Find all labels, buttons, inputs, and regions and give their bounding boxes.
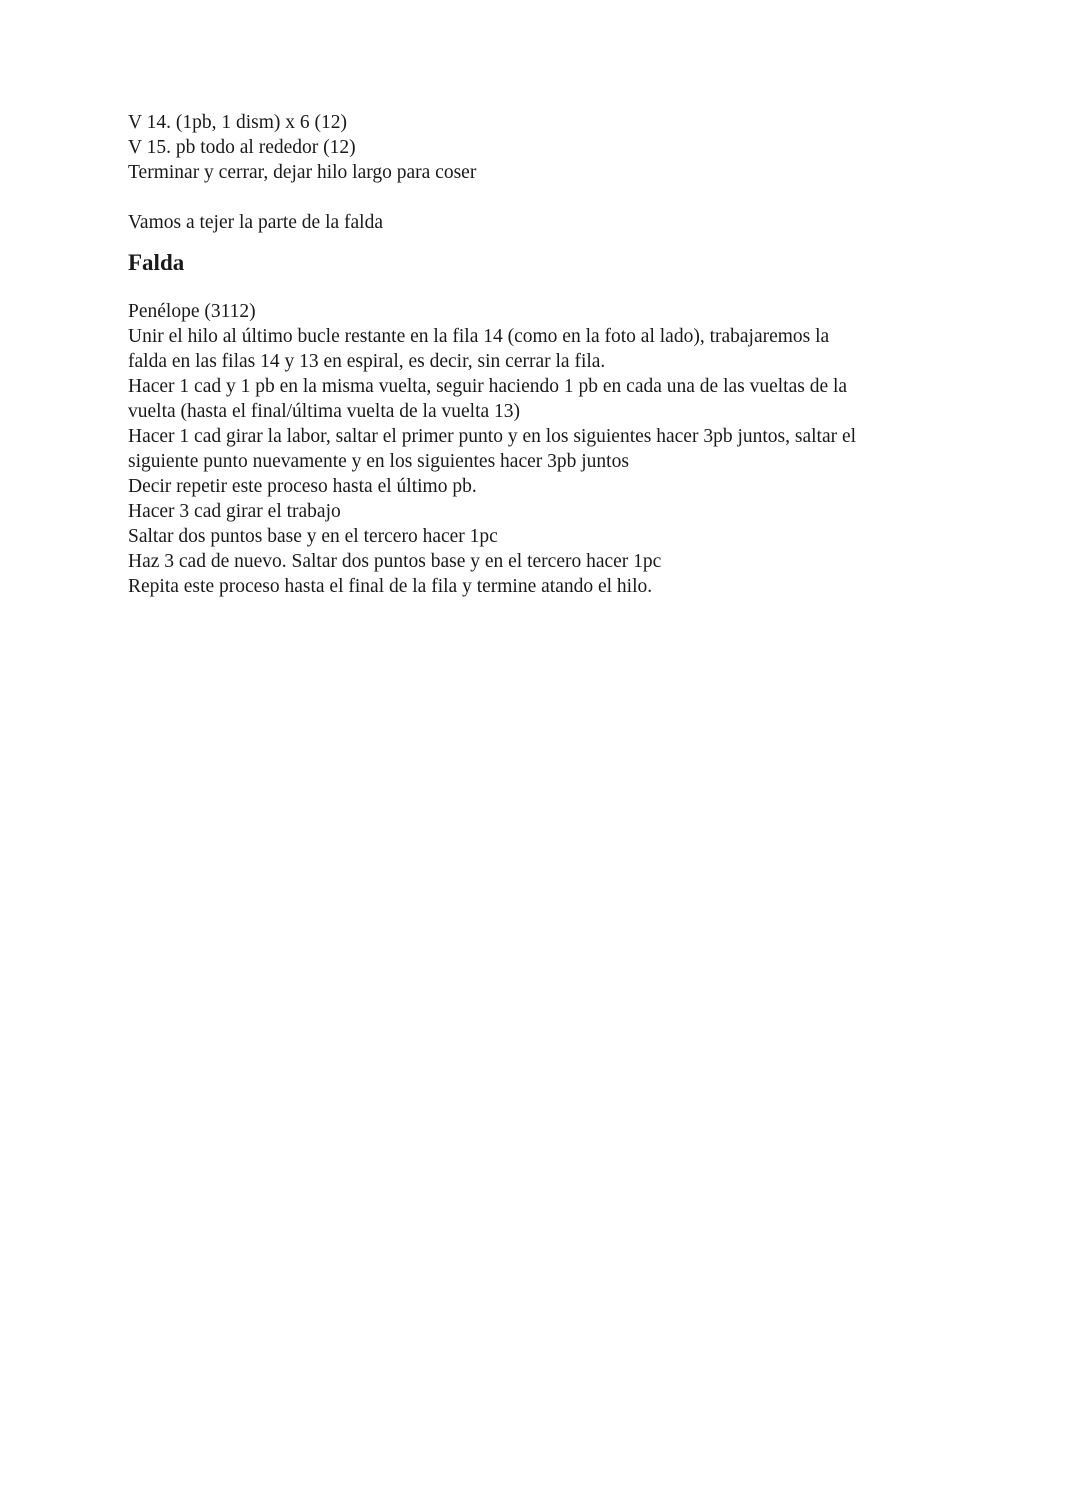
instruction-line: vuelta (hasta el final/última vuelta de la vuelta 13) — [128, 401, 521, 422]
instruction-line: Penélope (3112) — [128, 301, 256, 322]
paragraph-gap — [128, 185, 968, 210]
instruction-line: Saltar dos puntos base y en el tercero hacer 1pc — [128, 526, 498, 547]
instruction-line: Unir el hilo al último bucle restante en la fila 14 (como en la foto al lado), trabajaremos la — [128, 326, 830, 347]
instruction-line: Repita este proceso hasta el final de la fila y termine atando el hilo. — [128, 576, 653, 597]
intro-block — [128, 110, 968, 185]
transition-text: Vamos a tejer la parte de la falda — [128, 212, 383, 233]
instructions-block — [128, 299, 968, 599]
instruction-line: Hacer 3 cad girar el trabajo — [128, 501, 341, 522]
document-content — [128, 110, 968, 599]
instruction-line: Hacer 1 cad girar la labor, saltar el primer punto y en los siguientes hacer 3pb juntos, saltar el — [128, 426, 857, 447]
intro-line: V 14. (1pb, 1 dism) x 6 (12) — [128, 112, 348, 133]
intro-line: V 15. pb todo al rededor (12) — [128, 137, 356, 158]
instruction-line: siguiente punto nuevamente y en los siguientes hacer 3pb juntos — [128, 451, 629, 472]
instruction-line: Haz 3 cad de nuevo. Saltar dos puntos base y en el tercero hacer 1pc — [128, 551, 662, 572]
section-heading: Falda — [128, 250, 185, 275]
instruction-line: falda en las filas 14 y 13 en espiral, es decir, sin cerrar la fila. — [128, 351, 606, 372]
instruction-line: Hacer 1 cad y 1 pb en la misma vuelta, seguir haciendo 1 pb en cada una de las vueltas de la — [128, 376, 848, 397]
instruction-line: Decir repetir este proceso hasta el último pb. — [128, 476, 477, 497]
intro-line: Terminar y cerrar, dejar hilo largo para coser — [128, 162, 477, 183]
